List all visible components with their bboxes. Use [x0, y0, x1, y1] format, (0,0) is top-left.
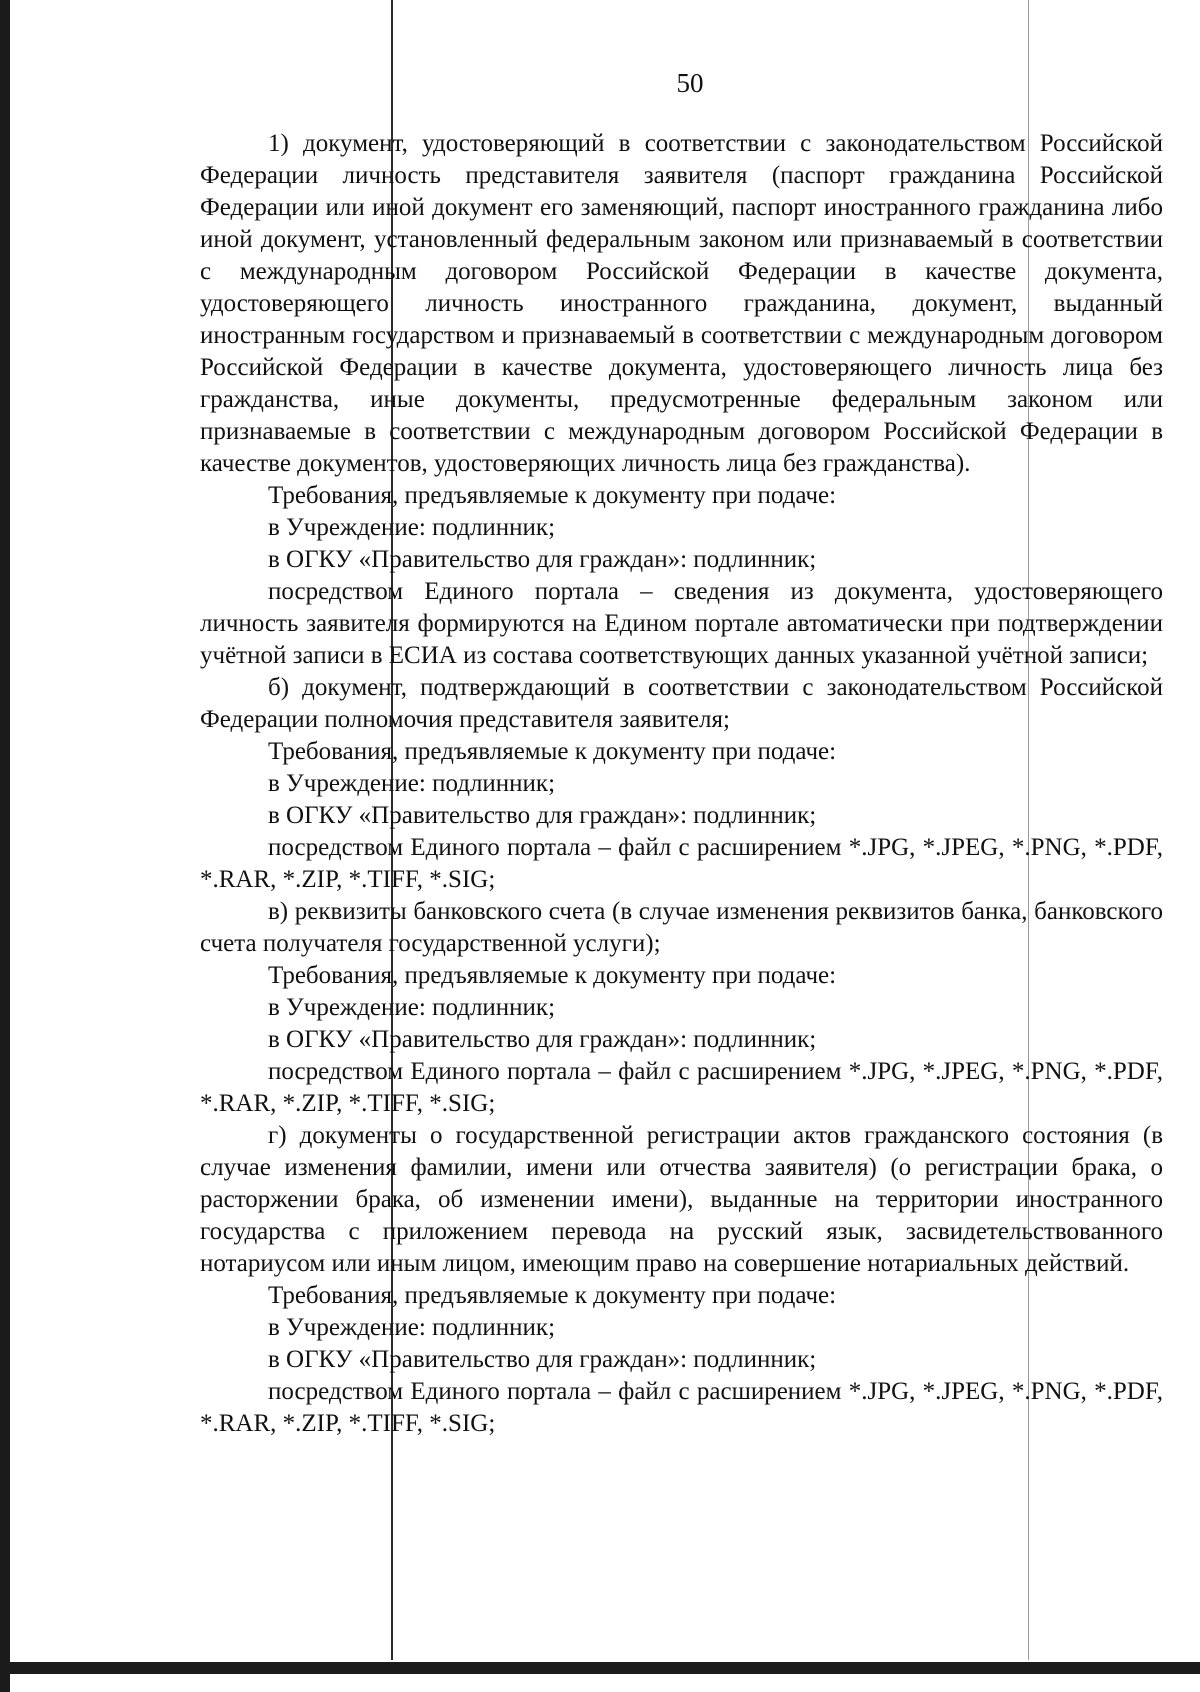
paragraph: в ОГКУ «Правительство для граждан»: подлинник;: [268, 546, 817, 573]
paragraph: в ОГКУ «Правительство для граждан»: подлинник;: [268, 1346, 817, 1373]
paragraph: в ОГКУ «Правительство для граждан»: подлинник;: [268, 802, 817, 829]
paragraph: в Учреждение: подлинник;: [268, 1314, 556, 1341]
paragraph: посредством Единого портала – файл с расширением *.JPG, *.JPEG, *.PNG, *.PDF, *.RAR, *.ZIP, *.TIFF, *.SIG;: [200, 1378, 1163, 1437]
paragraph: в Учреждение: подлинник;: [268, 514, 556, 541]
paragraph: Требования, предъявляемые к документу при подаче:: [268, 962, 837, 989]
paragraph: в Учреждение: подлинник;: [268, 994, 556, 1021]
paragraph: Требования, предъявляемые к документу при подаче:: [268, 738, 837, 765]
paragraph: в) реквизиты банковского счета (в случае изменения реквизитов банка, банковского счета получателя государственной услуги);: [200, 898, 1163, 957]
scan-edge-left: [0, 0, 10, 1692]
paragraph: г) документы о государственной регистрации актов гражданского состояния (в случае изменения фамилии, имени или отчества заявителя) (о регистрации брака, о расторжении брака, об изменении имени), выданные на территории иностранного государства с приложением перевода на русский язык, засвидетельствованного нотариусом или иным лицом, имеющим право на совершение нотариальных действий.: [200, 1122, 1163, 1277]
paragraph: б) документ, подтверждающий в соответствии с законодательством Российской Федерации полномочия представителя заявителя;: [200, 674, 1163, 733]
paragraph: Требования, предъявляемые к документу при подаче:: [268, 1282, 837, 1309]
page-number: 50: [676, 68, 704, 98]
paragraph: в ОГКУ «Правительство для граждан»: подлинник;: [268, 1026, 817, 1053]
paragraph: Требования, предъявляемые к документу при подаче:: [268, 482, 837, 509]
paragraph: посредством Единого портала – файл с расширением *.JPG, *.JPEG, *.PNG, *.PDF, *.RAR, *.ZIP, *.TIFF, *.SIG;: [200, 1058, 1163, 1117]
document-body: [200, 128, 1163, 1440]
paragraph: посредством Единого портала – файл с расширением *.JPG, *.JPEG, *.PNG, *.PDF, *.RAR, *.ZIP, *.TIFF, *.SIG;: [200, 834, 1163, 893]
paragraph: в Учреждение: подлинник;: [268, 770, 556, 797]
paragraph: посредством Единого портала – сведения из документа, удостоверяющего личность заявителя формируются на Едином портале автоматически при подтверждении учётной записи в ЕСИА из состава соответствующих данных указанной учётной записи;: [200, 578, 1163, 669]
scan-bottom-bar: [0, 1662, 1200, 1674]
paragraph: 1) документ, удостоверяющий в соответствии с законодательством Российской Федерации личность представителя заявителя (паспорт гражданина Российской Федерации или иной документ его заменяющий, паспорт иностранного гражданина либо иной документ, установленный федеральным законом или признаваемый в соответствии с международным договором Российской Федерации в качестве документа, удостоверяющего личность иностранного гражданина, документ, выданный иностранным государством и признаваемый в соответствии с международным договором Российской Федерации в качестве документа, удостоверяющего личность лица без гражданства, иные документы, предусмотренные федеральным законом или признаваемые в соответствии с международным договором Российской Федерации в качестве документов, удостоверяющих личность лица без гражданства).: [200, 130, 1163, 477]
